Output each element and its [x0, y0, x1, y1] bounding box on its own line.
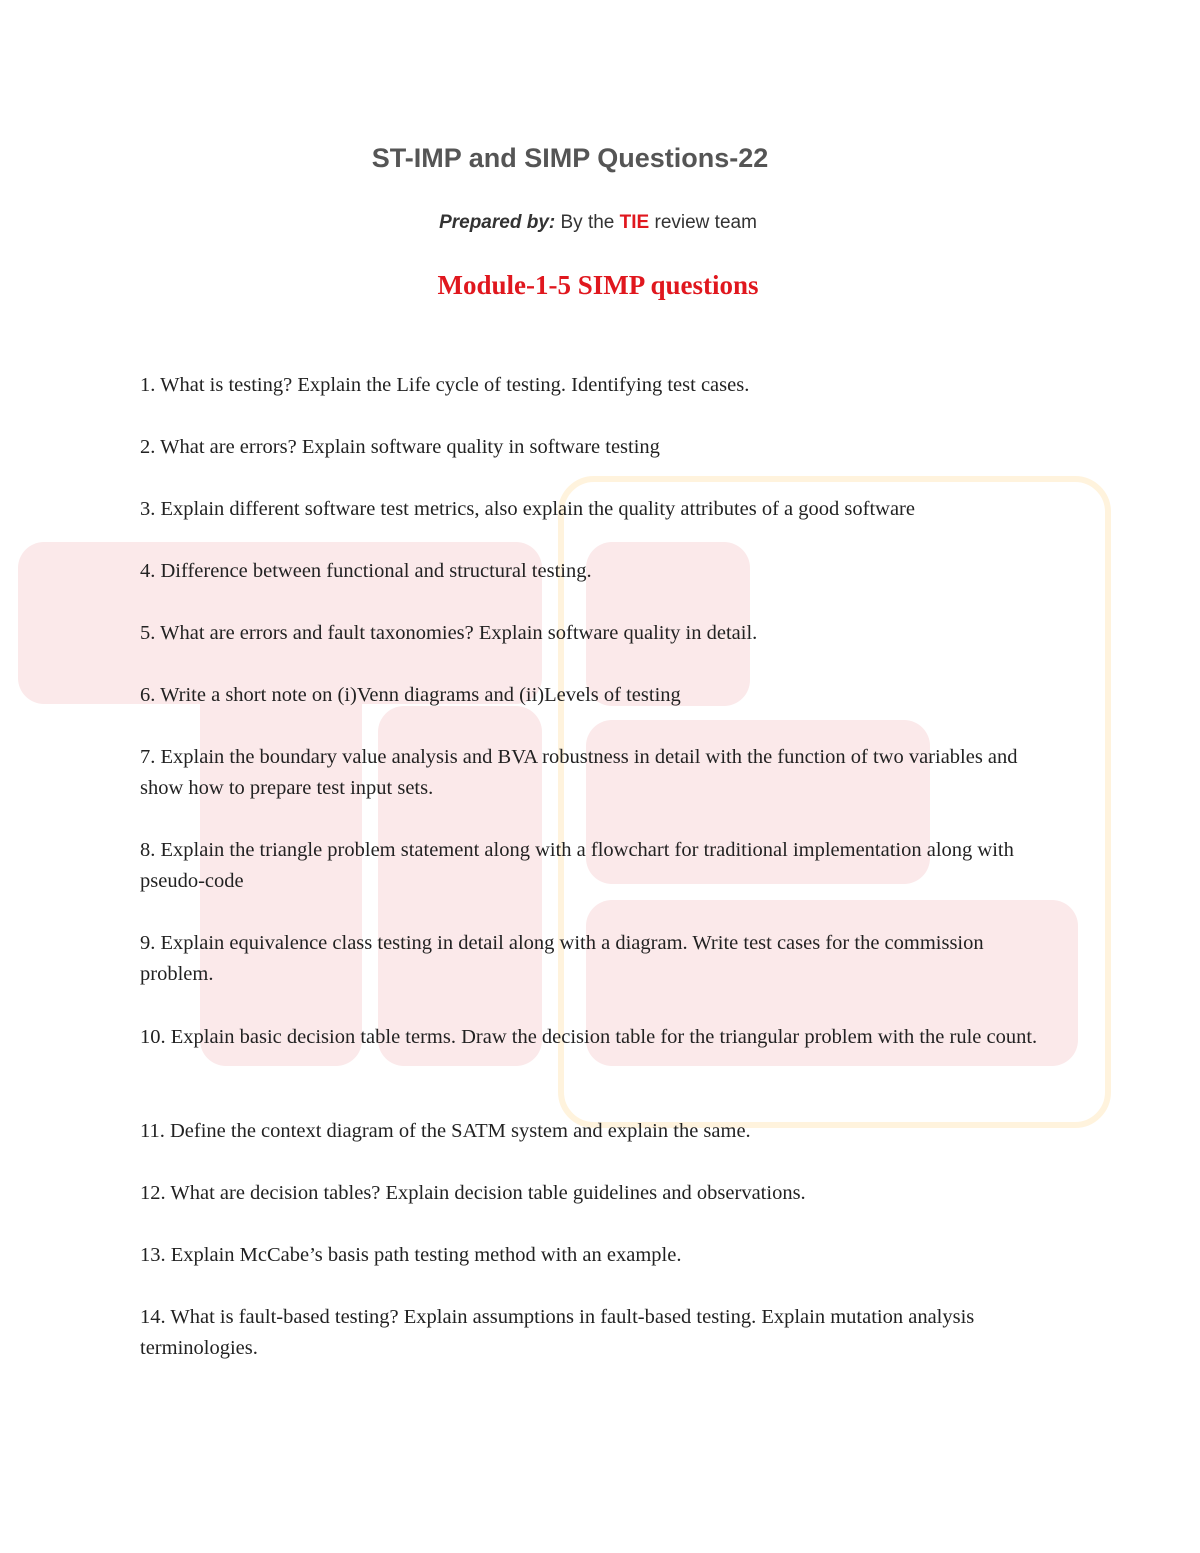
module-heading: Module-1-5 SIMP questions — [437, 270, 759, 300]
question-item: 5. What are errors and fault taxonomies? Explain software quality in detail. — [140, 622, 758, 644]
question-item: 3. Explain different software test metrics, also explain the quality attributes of a good software — [140, 498, 915, 520]
question-item: 12. What are decision tables? Explain decision table guidelines and observations. — [140, 1182, 806, 1204]
question-item: 11. Define the context diagram of the SATM system and explain the same. — [140, 1120, 751, 1142]
question-item: 9. Explain equivalence class testing in detail along with a diagram. Write test cases for the commission problem. — [140, 932, 984, 985]
question-item: 8. Explain the triangle problem statement along with a flowchart for traditional implementation along with pseudo-code — [140, 839, 1014, 892]
prepared-by-pre: By the — [560, 212, 615, 233]
prepared-by-label: Prepared by: — [439, 212, 556, 233]
question-item: 4. Difference between functional and structural testing. — [140, 560, 592, 582]
question-item: 2. What are errors? Explain software quality in software testing — [140, 436, 660, 458]
prepared-by-org: TIE — [619, 212, 650, 233]
watermark-t-stem — [200, 600, 362, 1066]
prepared-by-post: review team — [654, 212, 757, 233]
question-item: 1. What is testing? Explain the Life cycle of testing. Identifying test cases. — [140, 374, 750, 396]
question-item: 13. Explain McCabe’s basis path testing method with an example. — [140, 1244, 682, 1266]
question-item: 10. Explain basic decision table terms. Draw the decision table for the triangular problem with the rule count. — [140, 1026, 1038, 1048]
question-item: 6. Write a short note on (i)Venn diagrams and (ii)Levels of testing — [140, 684, 681, 706]
document-title: ST-IMP and SIMP Questions-22 — [371, 143, 769, 173]
prepared-by-line — [0, 212, 1196, 234]
question-item: 14. What is fault-based testing? Explain assumptions in fault-based testing. Explain mutation analysis terminologies. — [140, 1306, 975, 1359]
question-item: 7. Explain the boundary value analysis and BVA robustness in detail with the function of two variables and show how to prepare test input sets. — [140, 746, 1018, 799]
